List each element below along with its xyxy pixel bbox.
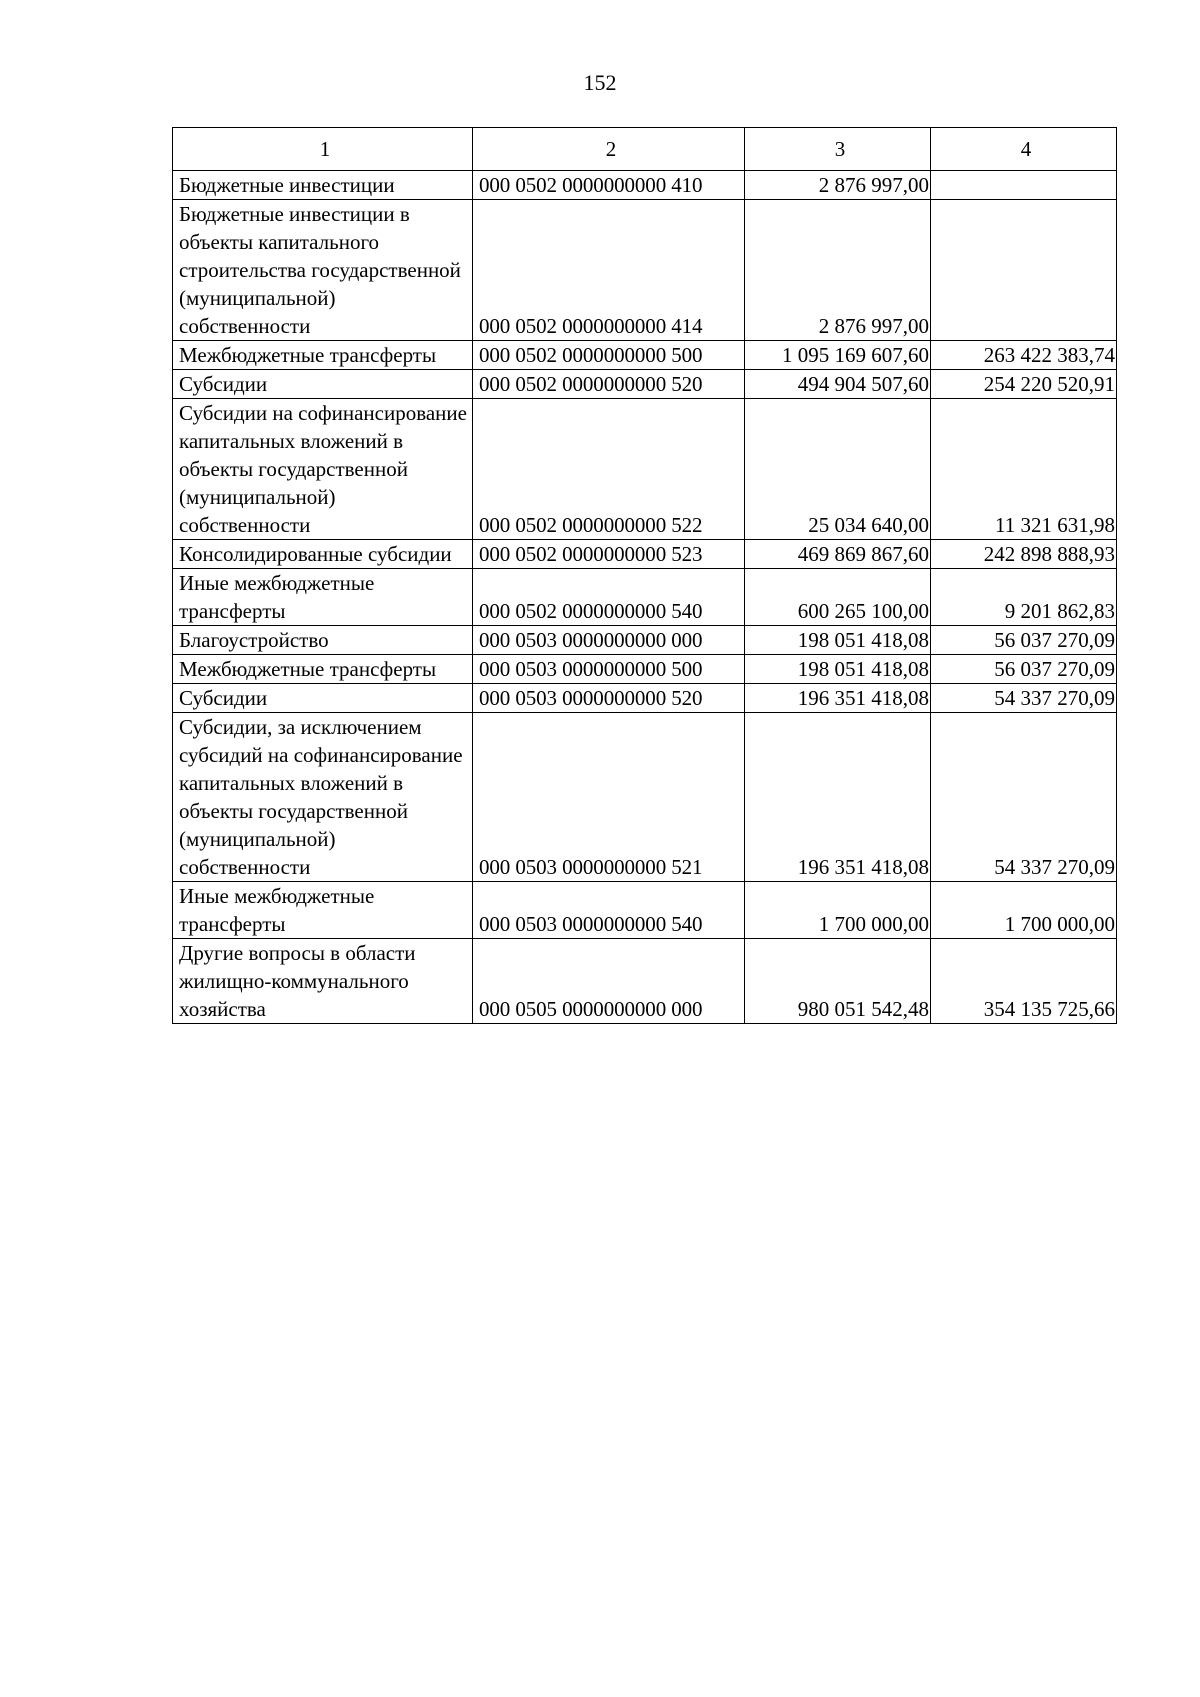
table-row xyxy=(173,569,1117,626)
header-col-2: 2 xyxy=(473,128,745,171)
row-name-cell: Иные межбюджетные трансферты xyxy=(173,569,473,626)
table-header xyxy=(173,128,1117,171)
table-row xyxy=(173,684,1117,713)
row-col4-value: 254 220 520,91 xyxy=(931,370,1117,399)
row-code-cell: 000 0502 0000000000 410 xyxy=(473,171,745,200)
row-name-cell: Субсидии xyxy=(173,684,473,713)
header-row xyxy=(173,128,1117,171)
row-code-cell: 000 0502 0000000000 520 xyxy=(473,370,745,399)
header-col-3: 3 xyxy=(745,128,931,171)
row-code-cell: 000 0503 0000000000 520 xyxy=(473,684,745,713)
table-row xyxy=(173,540,1117,569)
table-row xyxy=(173,341,1117,370)
row-name-cell: Иные межбюджетные трансферты xyxy=(173,882,473,939)
row-col3-value: 2 876 997,00 xyxy=(745,171,931,200)
row-name-cell: Субсидии xyxy=(173,370,473,399)
row-code-cell: 000 0503 0000000000 500 xyxy=(473,655,745,684)
row-code-cell: 000 0505 0000000000 000 xyxy=(473,939,745,1024)
row-col4-value: 54 337 270,09 xyxy=(931,713,1117,882)
row-col3-value: 25 034 640,00 xyxy=(745,399,931,540)
row-code-cell: 000 0503 0000000000 540 xyxy=(473,882,745,939)
row-code-cell: 000 0502 0000000000 523 xyxy=(473,540,745,569)
table-row xyxy=(173,370,1117,399)
row-col4-value xyxy=(931,200,1117,341)
row-col3-value: 196 351 418,08 xyxy=(745,684,931,713)
table-row xyxy=(173,200,1117,341)
table-row xyxy=(173,882,1117,939)
table-row xyxy=(173,939,1117,1024)
table-row xyxy=(173,713,1117,882)
row-col3-value: 469 869 867,60 xyxy=(745,540,931,569)
table-row xyxy=(173,399,1117,540)
table-row xyxy=(173,171,1117,200)
row-name-cell: Другие вопросы в области жилищно-коммунального хозяйства xyxy=(173,939,473,1024)
row-name-cell: Консолидированные субсидии xyxy=(173,540,473,569)
row-col4-value: 11 321 631,98 xyxy=(931,399,1117,540)
row-code-cell: 000 0502 0000000000 540 xyxy=(473,569,745,626)
row-col4-value xyxy=(931,171,1117,200)
row-col3-value: 600 265 100,00 xyxy=(745,569,931,626)
row-col3-value: 494 904 507,60 xyxy=(745,370,931,399)
row-name-cell: Благоустройство xyxy=(173,626,473,655)
row-name-cell: Субсидии, за исключением субсидий на софинансирование капитальных вложений в объекты государственной (муниципальной) собственности xyxy=(173,713,473,882)
row-name-cell: Бюджетные инвестиции в объекты капитального строительства государственной (муниципальной) собственности xyxy=(173,200,473,341)
row-col4-value: 56 037 270,09 xyxy=(931,626,1117,655)
row-code-cell: 000 0502 0000000000 522 xyxy=(473,399,745,540)
row-col3-value: 2 876 997,00 xyxy=(745,200,931,341)
row-col4-value: 9 201 862,83 xyxy=(931,569,1117,626)
row-col3-value: 198 051 418,08 xyxy=(745,655,931,684)
row-code-cell: 000 0502 0000000000 500 xyxy=(473,341,745,370)
table-body xyxy=(173,171,1117,1024)
page-number: 152 xyxy=(583,70,617,95)
row-name-cell: Межбюджетные трансферты xyxy=(173,655,473,684)
row-name-cell: Межбюджетные трансферты xyxy=(173,341,473,370)
row-code-cell: 000 0503 0000000000 521 xyxy=(473,713,745,882)
row-col4-value: 263 422 383,74 xyxy=(931,341,1117,370)
row-col3-value: 196 351 418,08 xyxy=(745,713,931,882)
row-col3-value: 1 095 169 607,60 xyxy=(745,341,931,370)
row-name-cell: Субсидии на софинансирование капитальных вложений в объекты государственной (муниципальной) собственности xyxy=(173,399,473,540)
row-col4-value: 54 337 270,09 xyxy=(931,684,1117,713)
row-col4-value: 354 135 725,66 xyxy=(931,939,1117,1024)
row-col4-value: 56 037 270,09 xyxy=(931,655,1117,684)
row-col3-value: 198 051 418,08 xyxy=(745,626,931,655)
table-row xyxy=(173,655,1117,684)
header-col-4: 4 xyxy=(931,128,1117,171)
header-col-1: 1 xyxy=(173,128,473,171)
row-col4-value: 242 898 888,93 xyxy=(931,540,1117,569)
row-name-cell: Бюджетные инвестиции xyxy=(173,171,473,200)
row-code-cell: 000 0502 0000000000 414 xyxy=(473,200,745,341)
row-col3-value: 980 051 542,48 xyxy=(745,939,931,1024)
table-row xyxy=(173,626,1117,655)
budget-table xyxy=(172,127,1117,1024)
row-col4-value: 1 700 000,00 xyxy=(931,882,1117,939)
row-code-cell: 000 0503 0000000000 000 xyxy=(473,626,745,655)
row-col3-value: 1 700 000,00 xyxy=(745,882,931,939)
